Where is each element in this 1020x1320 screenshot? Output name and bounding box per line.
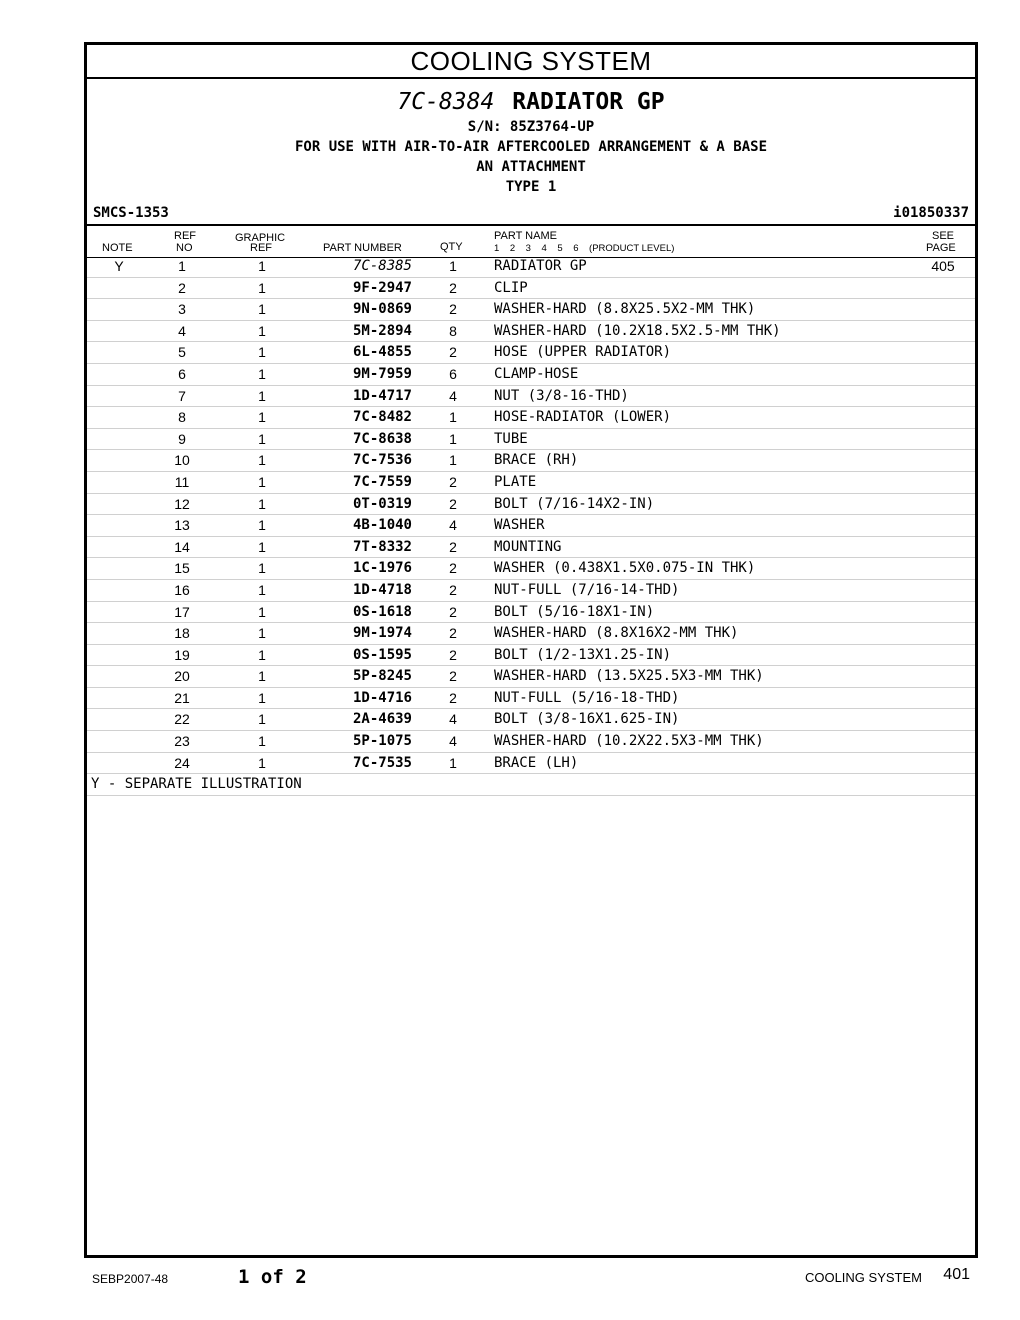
table-row	[87, 342, 975, 364]
part-ref-no: 22	[174, 711, 190, 728]
part-ref-no: 21	[174, 689, 190, 706]
part-graphic-ref: 1	[258, 754, 266, 771]
illustration-id: i01850337	[893, 205, 969, 221]
part-qty: 2	[449, 560, 457, 577]
serial-number-range: S/N: 85Z3764-UP	[467, 119, 595, 135]
footnote-text: Y - SEPARATE ILLUSTRATION	[91, 776, 302, 793]
col-ref-no-line2: NO	[176, 242, 193, 254]
footer-page-of: 1 of 2	[238, 1266, 307, 1288]
part-qty: 2	[449, 344, 457, 361]
part-ref-no: 3	[178, 301, 186, 318]
part-name: HOSE (UPPER RADIATOR)	[494, 344, 672, 361]
col-qty: QTY	[440, 241, 463, 253]
part-ref-no: 23	[174, 733, 190, 750]
table-row	[87, 731, 975, 753]
part-number: 5M-2894	[352, 322, 412, 339]
table-row	[87, 709, 975, 731]
group-description-line-1: FOR USE WITH AIR-TO-AIR AFTERCOOLED ARRANGEMENT & A BASE	[294, 139, 767, 155]
part-graphic-ref: 1	[258, 473, 266, 490]
part-number: 7C-7536	[352, 452, 412, 469]
part-name: TUBE	[494, 430, 528, 447]
part-qty: 2	[449, 538, 457, 555]
footnote-row	[87, 774, 975, 796]
part-ref-no: 24	[174, 754, 190, 771]
table-row	[87, 386, 975, 408]
part-ref-no: 10	[174, 452, 190, 469]
part-graphic-ref: 1	[258, 668, 266, 685]
table-row	[87, 364, 975, 386]
footer-section: COOLING SYSTEM	[804, 1270, 922, 1285]
part-ref-no: 14	[174, 538, 190, 555]
part-qty: 2	[449, 495, 457, 512]
part-number: 9M-7959	[352, 365, 412, 382]
table-row	[87, 494, 975, 516]
part-name: WASHER	[494, 517, 545, 534]
part-see-page: 405	[931, 258, 955, 274]
table-row	[87, 537, 975, 559]
group-title	[87, 89, 975, 115]
table-row	[87, 429, 975, 451]
part-qty: 1	[449, 430, 457, 447]
part-graphic-ref: 1	[258, 517, 266, 534]
part-graphic-ref: 1	[258, 495, 266, 512]
part-name: WASHER-HARD (13.5X25.5X3-MM THK)	[494, 668, 764, 685]
part-number: 2A-4639	[352, 711, 412, 728]
part-ref-no: 7	[178, 387, 186, 404]
part-number: 5P-1075	[352, 733, 412, 750]
part-name: NUT (3/8-16-THD)	[494, 387, 629, 404]
part-name: CLAMP-HOSE	[494, 365, 579, 382]
part-qty: 4	[449, 733, 457, 750]
part-number: 1D-4717	[352, 387, 412, 404]
part-qty: 1	[449, 409, 457, 426]
part-ref-no: 1	[178, 258, 186, 274]
part-number: 6L-4855	[352, 344, 412, 361]
part-number: 7C-8482	[352, 409, 412, 426]
part-name: BOLT (7/16-14X2-IN)	[494, 495, 655, 512]
column-header-row	[87, 224, 975, 258]
part-number: 1C-1976	[352, 560, 412, 577]
part-ref-no: 5	[178, 344, 186, 361]
part-number: 4B-1040	[352, 517, 412, 534]
part-qty: 2	[449, 689, 457, 706]
part-number: 9N-0869	[352, 301, 412, 318]
group-description-line-3: TYPE 1	[505, 179, 557, 195]
part-ref-no: 18	[174, 625, 190, 642]
part-graphic-ref: 1	[258, 430, 266, 447]
footer-page-number: 401	[943, 1266, 970, 1283]
smcs-code: SMCS-1353	[93, 205, 169, 221]
part-graphic-ref: 1	[258, 538, 266, 555]
table-row	[87, 558, 975, 580]
part-graphic-ref: 1	[258, 625, 266, 642]
part-name: WASHER (0.438X1.5X0.075-IN THK)	[494, 560, 756, 577]
part-graphic-ref: 1	[258, 689, 266, 706]
table-row	[87, 666, 975, 688]
part-ref-no: 19	[174, 646, 190, 663]
part-number: 7T-8332	[352, 538, 412, 555]
part-qty: 2	[449, 581, 457, 598]
part-name: WASHER-HARD (8.8X16X2-MM THK)	[494, 625, 739, 642]
part-ref-no: 13	[174, 517, 190, 534]
table-row	[87, 256, 975, 278]
part-graphic-ref: 1	[258, 581, 266, 598]
part-name: WASHER-HARD (10.2X22.5X3-MM THK)	[494, 733, 764, 750]
part-name: PLATE	[494, 473, 537, 490]
part-graphic-ref: 1	[258, 560, 266, 577]
table-row	[87, 645, 975, 667]
col-part-number: PART NUMBER	[323, 242, 402, 254]
part-graphic-ref: 1	[258, 452, 266, 469]
part-ref-no: 8	[178, 409, 186, 426]
col-graphic-ref-line2: REF	[250, 242, 272, 254]
table-row	[87, 580, 975, 602]
part-graphic-ref: 1	[258, 387, 266, 404]
part-ref-no: 17	[174, 603, 190, 620]
part-ref-no: 12	[174, 495, 190, 512]
part-number: 5P-8245	[352, 668, 412, 685]
part-qty: 1	[449, 258, 457, 274]
part-number: 9F-2947	[352, 279, 412, 296]
part-ref-no: 2	[178, 279, 186, 296]
col-part-name: PART NAME	[494, 230, 557, 242]
part-name: BRACE (LH)	[494, 754, 579, 771]
footer-doc-id: SEBP2007-48	[92, 1272, 169, 1286]
col-graphic-ref-line1: GRAPHIC	[235, 232, 286, 244]
part-qty: 1	[449, 754, 457, 771]
table-row	[87, 407, 975, 429]
part-ref-no: 15	[174, 560, 190, 577]
part-name: NUT-FULL (7/16-14-THD)	[494, 581, 680, 598]
part-graphic-ref: 1	[258, 646, 266, 663]
part-qty: 4	[449, 387, 457, 404]
part-name: CLIP	[494, 279, 528, 296]
col-see-page-line2: PAGE	[926, 242, 956, 254]
part-ref-no: 6	[178, 365, 186, 382]
col-see-page-line1: SEE	[932, 230, 955, 242]
part-name: BOLT (5/16-18X1-IN)	[494, 603, 655, 620]
group-part-number: 7C-8384	[397, 89, 495, 115]
part-qty: 2	[449, 668, 457, 685]
part-qty: 2	[449, 646, 457, 663]
parts-list	[87, 256, 975, 796]
section-title: COOLING SYSTEM	[87, 45, 975, 79]
part-ref-no: 16	[174, 581, 190, 598]
group-description-line-2: AN ATTACHMENT	[476, 159, 586, 175]
part-ref-no: 4	[178, 322, 186, 339]
part-ref-no: 9	[178, 430, 186, 447]
part-name: BOLT (3/8-16X1.625-IN)	[494, 711, 680, 728]
table-row	[87, 753, 975, 775]
part-number: 7C-8638	[352, 430, 412, 447]
part-qty: 4	[449, 517, 457, 534]
part-graphic-ref: 1	[258, 365, 266, 382]
part-qty: 8	[449, 322, 457, 339]
part-qty: 4	[449, 711, 457, 728]
part-qty: 2	[449, 625, 457, 642]
table-row	[87, 278, 975, 300]
part-qty: 6	[449, 365, 457, 382]
part-qty: 2	[449, 603, 457, 620]
table-row	[87, 472, 975, 494]
part-name: WASHER-HARD (8.8X25.5X2-MM THK)	[494, 301, 756, 318]
part-graphic-ref: 1	[258, 603, 266, 620]
table-row	[87, 321, 975, 343]
table-row	[87, 450, 975, 472]
part-graphic-ref: 1	[258, 711, 266, 728]
table-row	[87, 299, 975, 321]
part-qty: 2	[449, 279, 457, 296]
col-product-levels: 1 2 3 4 5 6 (PRODUCT LEVEL)	[494, 243, 675, 254]
part-number: 7C-7535	[352, 754, 412, 771]
part-name: NUT-FULL (5/16-18-THD)	[494, 689, 680, 706]
part-number: 0T-0319	[352, 495, 412, 512]
part-name: RADIATOR GP	[494, 258, 587, 274]
part-graphic-ref: 1	[258, 301, 266, 318]
group-name: RADIATOR GP	[512, 89, 665, 115]
part-number: 1D-4716	[352, 689, 412, 706]
part-note: Y	[114, 258, 124, 274]
part-graphic-ref: 1	[258, 344, 266, 361]
part-graphic-ref: 1	[258, 322, 266, 339]
table-row	[87, 515, 975, 537]
part-graphic-ref: 1	[258, 733, 266, 750]
part-number: 9M-1974	[352, 625, 412, 642]
table-row	[87, 623, 975, 645]
part-graphic-ref: 1	[258, 258, 266, 274]
part-number: 7C-8385	[352, 258, 412, 274]
part-graphic-ref: 1	[258, 409, 266, 426]
part-name: BRACE (RH)	[494, 452, 579, 469]
part-ref-no: 20	[174, 668, 190, 685]
part-name: WASHER-HARD (10.2X18.5X2.5-MM THK)	[494, 322, 781, 339]
part-number: 0S-1595	[352, 646, 412, 663]
part-graphic-ref: 1	[258, 279, 266, 296]
part-qty: 2	[449, 301, 457, 318]
parts-page-frame	[84, 42, 978, 1258]
part-qty: 2	[449, 473, 457, 490]
part-number: 7C-7559	[352, 473, 412, 490]
part-name: MOUNTING	[494, 538, 562, 555]
table-row	[87, 602, 975, 624]
table-row	[87, 688, 975, 710]
part-name: BOLT (1/2-13X1.25-IN)	[494, 646, 672, 663]
part-qty: 1	[449, 452, 457, 469]
col-note: NOTE	[102, 242, 133, 254]
col-ref-no-line1: REF	[174, 230, 196, 242]
part-number: 0S-1618	[352, 603, 412, 620]
part-name: HOSE-RADIATOR (LOWER)	[494, 409, 672, 426]
part-number: 1D-4718	[352, 581, 412, 598]
part-ref-no: 11	[174, 473, 190, 490]
